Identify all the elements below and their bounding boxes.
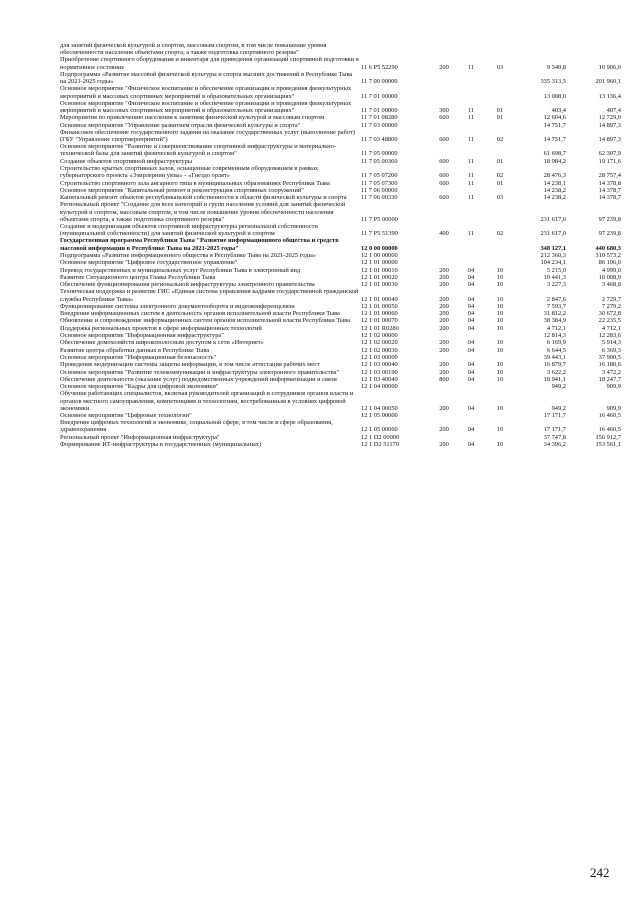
row-name: Строительство крытых спортивных залов, оснащенные современным оборудованием в рамках губернаторского проекта «Эзирлернин уязы» - «Гнездо орлят» bbox=[60, 165, 319, 180]
row-code: 11 7 05 07300 bbox=[361, 179, 398, 187]
row-expense-type: 200 bbox=[439, 295, 449, 303]
row-name: Формирование ИТ-инфраструктуры в государственных (муниципальных) bbox=[60, 441, 262, 449]
row-name: Основное мероприятие "Управление развитием отрасли физической культуры и спорта" bbox=[60, 121, 301, 129]
row-amount-year1: 12 604,6 bbox=[543, 114, 566, 122]
table-row bbox=[60, 267, 620, 274]
row-name: Развитие Ситуационного центра Главы Республики Тыва bbox=[60, 273, 216, 281]
row-amount-year1: 17 171,7 bbox=[543, 426, 566, 434]
row-amount-year2: 16 460,5 bbox=[598, 412, 621, 420]
row-code: 12 1 03 40040 bbox=[361, 375, 398, 383]
row-code: 12 1 04 00050 bbox=[361, 404, 398, 412]
row-code: 12 1 01 00020 bbox=[361, 273, 398, 281]
table-row bbox=[60, 354, 620, 361]
row-subsection: 10 bbox=[496, 368, 504, 376]
row-code: 11 7 06 00000 bbox=[361, 186, 398, 194]
row-code: 12 1 01 00030 bbox=[361, 281, 398, 289]
row-amount-year2: 62 307,9 bbox=[598, 150, 621, 158]
row-name: Финансовое обеспечение государственного задания на оказание государственных услуг (выполнение работ) (ГБУ "Управление спортмероприятий") bbox=[60, 128, 355, 144]
row-expense-type: 200 bbox=[439, 346, 449, 354]
row-amount-year1: 14 238,2 bbox=[543, 186, 566, 194]
row-name: Развитие центра обработки данных в Республике Тыва bbox=[60, 346, 210, 354]
row-amount-year1: 231 617,0 bbox=[540, 230, 566, 238]
row-amount-year2: 22 235,5 bbox=[598, 317, 621, 325]
table-row bbox=[60, 281, 620, 288]
row-name: для занятий физической культурой и спортом, массовым спортом, в том числе повышение уровня обеспеченности населения объектами спорта, а также подготовка спортивного резерва" bbox=[60, 42, 327, 57]
row-section: 04 bbox=[467, 426, 475, 434]
row-amount-year1: 14 238,2 bbox=[543, 194, 566, 202]
row-code: 12 1 03 00040 bbox=[361, 361, 398, 369]
row-amount-year1: 14 751,7 bbox=[543, 136, 566, 144]
row-section: 11 bbox=[467, 230, 475, 238]
row-section: 04 bbox=[467, 361, 475, 369]
row-amount-year1: 17 171,7 bbox=[543, 412, 566, 420]
row-name: Мероприятия по привлечению населения к занятиям физической культурой и массовым спортом bbox=[60, 114, 325, 122]
table-row bbox=[60, 143, 620, 157]
row-name: Приобретение спортивного оборудования и инвентаря для приведения организаций спортивной подготовки в нормативное состояние bbox=[60, 56, 359, 71]
row-name: Поддержка региональных проектов в сфере информационных технологий bbox=[60, 324, 262, 332]
row-amount-year2: 16 460,5 bbox=[598, 426, 621, 434]
table-row bbox=[60, 288, 620, 302]
row-amount-year1: 104 234,1 bbox=[540, 259, 566, 267]
row-expense-type: 300 bbox=[439, 106, 449, 114]
row-amount-year1: 13 008,0 bbox=[543, 92, 566, 100]
table-row bbox=[60, 165, 620, 179]
row-subsection: 02 bbox=[496, 172, 504, 180]
row-section: 11 bbox=[467, 63, 475, 71]
row-amount-year2: 5 914,3 bbox=[601, 339, 621, 347]
row-amount-year2: 18 247,7 bbox=[598, 375, 621, 383]
row-amount-year1: 16 879,7 bbox=[543, 361, 566, 369]
row-section: 04 bbox=[467, 339, 475, 347]
row-amount-year2: 12 283,6 bbox=[598, 332, 621, 340]
row-section: 04 bbox=[467, 310, 475, 318]
table-row bbox=[60, 317, 620, 324]
row-name: Проведение модернизации системы защиты информации, в том числе аттестация рабочих мест bbox=[60, 361, 320, 369]
row-subsection: 10 bbox=[496, 281, 504, 289]
row-code: 11 7 00 00000 bbox=[361, 78, 398, 86]
row-amount-year1: 6 644,5 bbox=[546, 346, 566, 354]
row-amount-year1: 14 751,7 bbox=[543, 121, 566, 129]
row-amount-year1: 949,2 bbox=[551, 383, 566, 391]
row-amount-year2: 407,4 bbox=[606, 106, 621, 114]
row-expense-type: 200 bbox=[439, 324, 449, 332]
table-row bbox=[60, 237, 620, 251]
row-subsection: 10 bbox=[496, 324, 504, 332]
table-row bbox=[60, 361, 620, 368]
row-expense-type: 200 bbox=[439, 317, 449, 325]
table-row bbox=[60, 158, 620, 165]
table-row bbox=[60, 259, 620, 266]
row-amount-year1: 10 441,3 bbox=[543, 273, 566, 281]
table-row bbox=[60, 325, 620, 332]
row-name: Техническая поддержка и развитие ГИС «Единая система управления кадрами государственной гражданской службы Республики Тыва» bbox=[60, 288, 359, 303]
row-subsection: 02 bbox=[496, 136, 504, 144]
row-section: 04 bbox=[467, 266, 475, 274]
row-amount-year1: 231 617,0 bbox=[540, 215, 566, 223]
row-code: 12 1 01 00070 bbox=[361, 317, 398, 325]
row-amount-year1: 31 812,2 bbox=[543, 310, 566, 318]
row-section: 11 bbox=[467, 172, 475, 180]
row-expense-type: 600 bbox=[439, 194, 449, 202]
row-code: 12 1 01 R0280 bbox=[361, 324, 399, 332]
row-amount-year1: 348 127,1 bbox=[540, 244, 566, 252]
row-amount-year2: 12 729,0 bbox=[598, 114, 621, 122]
row-code: 11 7 P5 51390 bbox=[361, 230, 398, 238]
row-amount-year1: 18 984,2 bbox=[543, 157, 566, 165]
table-row bbox=[60, 339, 620, 346]
row-subsection: 01 bbox=[496, 179, 504, 187]
row-expense-type: 200 bbox=[439, 404, 449, 412]
row-expense-type: 200 bbox=[439, 426, 449, 434]
table-row bbox=[60, 303, 620, 310]
row-name: Перевод государственных и муниципальных услуг Республики Тыва в электронный вид bbox=[60, 266, 301, 274]
row-amount-year2: 6 369,3 bbox=[601, 346, 621, 354]
row-amount-year2: 16 180,6 bbox=[598, 361, 621, 369]
row-section: 04 bbox=[467, 346, 475, 354]
row-amount-year2: 909,9 bbox=[606, 404, 621, 412]
row-amount-year2: 153 561,1 bbox=[595, 441, 621, 449]
row-subsection: 01 bbox=[496, 157, 504, 165]
row-expense-type: 200 bbox=[439, 310, 449, 318]
row-amount-year2: 4 999,0 bbox=[601, 266, 621, 274]
row-name: Основное мероприятие "Информационная безопасность" bbox=[60, 353, 217, 361]
table-row bbox=[60, 412, 620, 419]
row-subsection: 10 bbox=[496, 266, 504, 274]
table-row bbox=[60, 274, 620, 281]
table-row bbox=[60, 180, 620, 187]
row-expense-type: 600 bbox=[439, 114, 449, 122]
row-subsection: 10 bbox=[496, 317, 504, 325]
table-row bbox=[60, 310, 620, 317]
budget-table bbox=[60, 42, 620, 448]
row-subsection: 01 bbox=[496, 114, 504, 122]
row-code: 12 1 04 00000 bbox=[361, 383, 398, 391]
row-amount-year1: 949,2 bbox=[551, 404, 566, 412]
row-amount-year2: 10 008,9 bbox=[598, 273, 621, 281]
row-amount-year2: 440 680,3 bbox=[595, 244, 621, 252]
row-amount-year1: 12 814,3 bbox=[543, 332, 566, 340]
row-section: 04 bbox=[467, 281, 475, 289]
row-code: 11 7 01 08280 bbox=[361, 114, 398, 122]
row-amount-year1: 212 360,3 bbox=[540, 251, 566, 259]
row-name: Функционирование системы электронного документооборота и видеоконференцсвязи bbox=[60, 302, 295, 310]
page-number: 242 bbox=[590, 865, 610, 880]
table-row bbox=[60, 187, 620, 194]
table-row bbox=[60, 252, 620, 259]
row-code: 12 1 05 00000 bbox=[361, 412, 398, 420]
row-section: 11 bbox=[467, 179, 475, 187]
row-name: Основное мероприятие "Развитие и совершенствование спортивной инфраструктуры и материально-технической базы для занятий физической культурой и спортом" bbox=[60, 143, 336, 158]
row-code: 12 0 00 00000 bbox=[361, 244, 398, 252]
row-code: 11 7 05 00000 bbox=[361, 150, 398, 158]
row-subsection: 02 bbox=[496, 230, 504, 238]
row-expense-type: 200 bbox=[439, 266, 449, 274]
table-row bbox=[60, 56, 620, 70]
table-row bbox=[60, 42, 620, 56]
row-expense-type: 800 bbox=[439, 375, 449, 383]
table-row bbox=[60, 369, 620, 376]
row-code: 12 1 02 00030 bbox=[361, 346, 398, 354]
row-amount-year2: 37 900,5 bbox=[598, 353, 621, 361]
row-section: 04 bbox=[467, 324, 475, 332]
row-name: Создание объектов спортивной инфраструктуры bbox=[60, 157, 193, 165]
row-name: Основное мероприятие "Цифровое государственное управление" bbox=[60, 259, 238, 267]
row-code: 11 7 03 00000 bbox=[361, 121, 398, 129]
row-subsection: 10 bbox=[496, 404, 504, 412]
row-subsection: 10 bbox=[496, 310, 504, 318]
row-amount-year1: 2 847,6 bbox=[546, 295, 566, 303]
row-subsection: 03 bbox=[496, 194, 504, 202]
row-amount-year1: 38 384,9 bbox=[543, 317, 566, 325]
row-code: 12 1 D2 00000 bbox=[361, 433, 400, 441]
row-name: Региональный проект "Информационная инфраструктура" bbox=[60, 433, 220, 441]
row-amount-year2: 7 279,2 bbox=[601, 302, 621, 310]
row-expense-type: 600 bbox=[439, 172, 449, 180]
row-subsection: 10 bbox=[496, 375, 504, 383]
row-amount-year1: 9 349,8 bbox=[546, 63, 566, 71]
row-code: 12 1 01 00040 bbox=[361, 295, 398, 303]
row-expense-type: 600 bbox=[439, 157, 449, 165]
row-amount-year2: 3 472,2 bbox=[601, 368, 621, 376]
row-amount-year2: 14 897,3 bbox=[598, 136, 621, 144]
row-expense-type: 200 bbox=[439, 339, 449, 347]
row-amount-year1: 39 443,1 bbox=[543, 353, 566, 361]
row-name: Внедрение информационных систем в деятельность органов исполнительной власти Республики Тыва bbox=[60, 310, 340, 318]
row-name: Строительство спортивного зала ангарного типа в муниципальных образованиях Республики Тыва bbox=[60, 179, 330, 187]
row-amount-year1: 34 396,2 bbox=[543, 441, 566, 449]
row-expense-type: 200 bbox=[439, 302, 449, 310]
row-amount-year2: 909,9 bbox=[606, 383, 621, 391]
row-code: 11 7 05 07200 bbox=[361, 172, 398, 180]
row-code: 11 7 P5 00000 bbox=[361, 215, 398, 223]
row-amount-year2: 10 906,0 bbox=[598, 63, 621, 71]
table-row bbox=[60, 332, 620, 339]
row-section: 11 bbox=[467, 157, 475, 165]
row-code: 12 1 05 00060 bbox=[361, 426, 398, 434]
row-name: Создание и модернизация объектов спортивной инфраструктуры региональной собственности (муниципальной собственности) для занятий физической культурой и спортом bbox=[60, 223, 318, 238]
row-code: 12 1 03 00190 bbox=[361, 368, 398, 376]
row-code: 12 1 00 00000 bbox=[361, 251, 398, 259]
row-section: 04 bbox=[467, 375, 475, 383]
row-amount-year1: 37 747,8 bbox=[543, 433, 566, 441]
row-section: 04 bbox=[467, 368, 475, 376]
row-amount-year2: 97 239,8 bbox=[598, 230, 621, 238]
row-amount-year2: 86 106,0 bbox=[598, 259, 621, 267]
row-name: Региональный проект "Создание для всех категорий и групп населения условий для занятий физической культурой и спортом, массовым спортом, в том числе повышение уровня обеспеченности населения объектами спорта, а также подготовка спортивного резерва" bbox=[60, 201, 346, 223]
row-section: 11 bbox=[467, 194, 475, 202]
row-subsection: 10 bbox=[496, 273, 504, 281]
row-name: Капитальный ремонт объектов республиканской собственности в области физической культуры и спорта bbox=[60, 194, 347, 202]
table-row bbox=[60, 383, 620, 390]
row-name: Обеспечение деятельности (оказание услуг) подведомственных учреждений информатизации и связи bbox=[60, 375, 337, 383]
row-amount-year2: 156 912,7 bbox=[595, 433, 621, 441]
row-amount-year1: 7 593,7 bbox=[546, 302, 566, 310]
row-code: 11 7 03 48800 bbox=[361, 136, 398, 144]
row-expense-type: 200 bbox=[439, 63, 449, 71]
row-section: 04 bbox=[467, 295, 475, 303]
row-name: Основное мероприятие "Кадры для цифровой экономики" bbox=[60, 383, 219, 391]
table-row bbox=[60, 201, 620, 222]
table-row bbox=[60, 390, 620, 411]
row-name: Государственная программа Республики Тыва "Развитие информационного общества и средств массовой информации в Республике Тыва на 2021-2025 годы" bbox=[60, 237, 339, 252]
row-name: Обновление и сопровождение информационных систем органов исполнительной власти Республики Тыва bbox=[60, 317, 350, 325]
row-section: 04 bbox=[467, 302, 475, 310]
row-amount-year2: 14 897,3 bbox=[598, 121, 621, 129]
row-subsection: 10 bbox=[496, 361, 504, 369]
row-expense-type: 200 bbox=[439, 273, 449, 281]
row-subsection: 10 bbox=[496, 302, 504, 310]
row-name: Основное мероприятие "Физическое воспитание и обеспечение организации и проведения физкультурных мероприятий и массовых спортивных мероприятий в образовательных организациях" bbox=[60, 99, 352, 114]
row-expense-type: 600 bbox=[439, 136, 449, 144]
row-code: 12 1 D2 51170 bbox=[361, 441, 399, 449]
row-section: 04 bbox=[467, 441, 475, 449]
row-code: 11 7 01 00000 bbox=[361, 106, 398, 114]
row-name: Основное мероприятие "Информационная инфраструктура" bbox=[60, 332, 224, 340]
row-code: 12 1 01 00060 bbox=[361, 310, 398, 318]
row-subsection: 10 bbox=[496, 346, 504, 354]
row-code: 12 1 03 00000 bbox=[361, 353, 398, 361]
row-amount-year1: 28 476,3 bbox=[543, 172, 566, 180]
row-code: 12 1 01 00000 bbox=[361, 259, 398, 267]
row-name: Основное мероприятие "Капитальный ремонт и реконструкция спортивных сооружений" bbox=[60, 186, 304, 194]
row-name: Основное мероприятие "Цифровые технологии" bbox=[60, 412, 192, 420]
row-amount-year2: 2 729,7 bbox=[601, 295, 621, 303]
row-amount-year2: 97 239,8 bbox=[598, 215, 621, 223]
table-row bbox=[60, 419, 620, 433]
table-row bbox=[60, 85, 620, 99]
row-name: Основное мероприятие "Развитие телекоммуникации и инфраструктуры электронного правительства" bbox=[60, 368, 339, 376]
row-code: 12 1 02 00020 bbox=[361, 339, 398, 347]
table-row bbox=[60, 194, 620, 201]
row-subsection: 10 bbox=[496, 426, 504, 434]
row-subsection: 10 bbox=[496, 339, 504, 347]
table-row bbox=[60, 347, 620, 354]
table-row bbox=[60, 129, 620, 143]
row-subsection: 10 bbox=[496, 295, 504, 303]
row-name: Обучение работающих специалистов, включая руководителей организаций и сотрудников органов власти и органов местного самоуправления, компетенциям и технологиям, востребованным в условиях цифровой экономики bbox=[60, 390, 354, 412]
row-code: 12 1 02 00000 bbox=[361, 332, 398, 340]
row-amount-year1: 4 712,1 bbox=[546, 324, 566, 332]
table-row bbox=[60, 114, 620, 121]
row-code: 11 7 06 00330 bbox=[361, 194, 398, 202]
row-amount-year1: 5 215,0 bbox=[546, 266, 566, 274]
row-expense-type: 200 bbox=[439, 281, 449, 289]
row-code: 12 1 01 00010 bbox=[361, 266, 398, 274]
table-row bbox=[60, 223, 620, 237]
row-subsection: 10 bbox=[496, 441, 504, 449]
row-code: 11 7 01 00000 bbox=[361, 92, 398, 100]
row-amount-year1: 14 238,1 bbox=[543, 179, 566, 187]
row-name: Обеспечение функционирования региональной инфраструктуры электронного правительства bbox=[60, 281, 315, 289]
row-code: 11 6 P5 52290 bbox=[361, 63, 398, 71]
row-expense-type: 200 bbox=[439, 361, 449, 369]
row-amount-year2: 13 136,4 bbox=[598, 92, 621, 100]
table-row bbox=[60, 71, 620, 85]
row-section: 11 bbox=[467, 136, 475, 144]
table-row bbox=[60, 122, 620, 129]
row-amount-year2: 14 378,7 bbox=[598, 186, 621, 194]
row-section: 04 bbox=[467, 273, 475, 281]
row-amount-year2: 19 171,6 bbox=[598, 157, 621, 165]
row-subsection: 01 bbox=[496, 106, 504, 114]
row-amount-year1: 3 227,3 bbox=[546, 281, 566, 289]
row-amount-year1: 6 169,9 bbox=[546, 339, 566, 347]
row-expense-type: 200 bbox=[439, 441, 449, 449]
row-subsection: 03 bbox=[496, 63, 504, 71]
row-section: 11 bbox=[467, 114, 475, 122]
row-name: Подпрограмма «Развитие информационного общества в Республике Тыва на 2021-2025 годы» bbox=[60, 251, 316, 259]
row-amount-year2: 14 378,7 bbox=[598, 194, 621, 202]
row-amount-year1: 18 941,1 bbox=[543, 375, 566, 383]
row-amount-year1: 403,4 bbox=[551, 106, 566, 114]
row-name: Подпрограмма «Развитие массовой физической культуры и спорта высших достижений в Республике Тыва на 2021-2025 годы» bbox=[60, 70, 353, 86]
row-amount-year2: 201 960,1 bbox=[595, 78, 621, 86]
row-name: Внедрение цифровых технологий в экономике, социальной сфере, в том числе в сфере образования, здравоохранения bbox=[60, 419, 333, 434]
row-amount-year2: 4 712,1 bbox=[601, 324, 621, 332]
row-amount-year2: 30 672,8 bbox=[598, 310, 621, 318]
row-amount-year1: 61 698,7 bbox=[543, 150, 566, 158]
row-expense-type: 200 bbox=[439, 368, 449, 376]
table-row bbox=[60, 100, 620, 114]
row-amount-year2: 3 468,8 bbox=[601, 281, 621, 289]
row-amount-year2: 14 378,8 bbox=[598, 179, 621, 187]
row-expense-type: 600 bbox=[439, 179, 449, 187]
row-section: 11 bbox=[467, 106, 475, 114]
row-section: 04 bbox=[467, 404, 475, 412]
row-amount-year2: 310 573,2 bbox=[595, 251, 621, 259]
row-amount-year1: 335 313,5 bbox=[540, 78, 566, 86]
table-row bbox=[60, 441, 620, 448]
row-amount-year2: 28 757,4 bbox=[598, 172, 621, 180]
row-expense-type: 400 bbox=[439, 230, 449, 238]
row-name: Обеспечение домохозяйств широкополосным доступом к сети «Интернет» bbox=[60, 339, 264, 347]
row-section: 04 bbox=[467, 317, 475, 325]
row-code: 12 1 01 00050 bbox=[361, 302, 398, 310]
row-code: 11 7 05 00360 bbox=[361, 157, 398, 165]
table-row bbox=[60, 376, 620, 383]
row-name: Основное мероприятие "Физическое воспитание и обеспечение организации и проведения физкультурных мероприятий и массовых спортивных мероприятий в образовательных организациях" bbox=[60, 85, 352, 100]
row-amount-year1: 3 622,2 bbox=[546, 368, 566, 376]
table-row bbox=[60, 434, 620, 441]
